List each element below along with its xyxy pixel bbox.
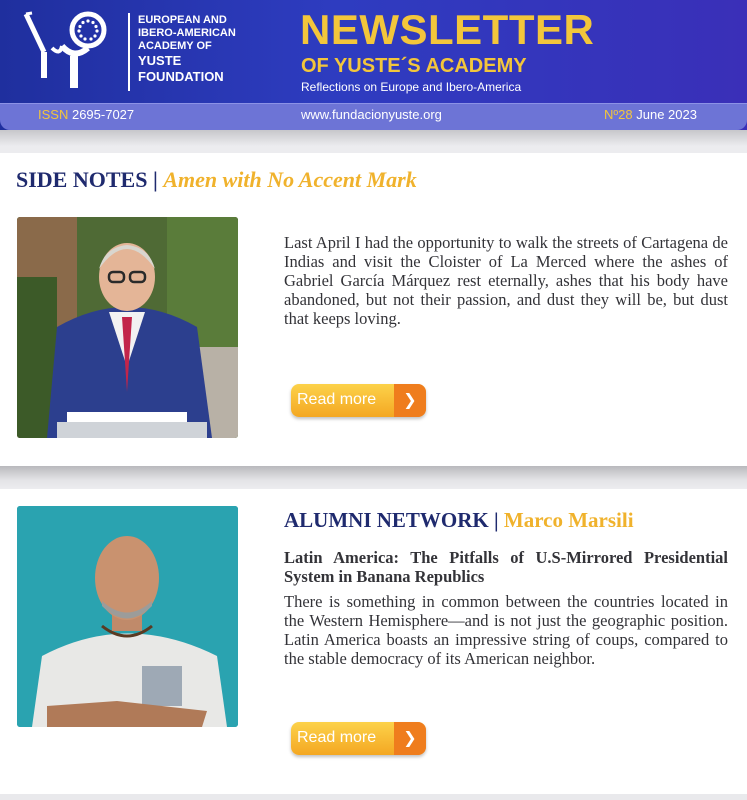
section-title — [284, 507, 634, 533]
academy-line-bold: FOUNDATION — [138, 69, 224, 84]
author-photo — [17, 217, 238, 438]
read-more-button[interactable] — [291, 722, 426, 755]
issn — [38, 107, 134, 123]
issue-date: June 2023 — [636, 107, 697, 122]
author-portrait-image — [17, 217, 238, 438]
section-title — [16, 167, 417, 193]
website-link[interactable]: www.fundacionyuste.org — [301, 107, 442, 122]
section-body-text: There is something in common between the countries located in the Western Hemisphere—and is not just the geographic position. Latin America boasts an impressive string of coups, compared to the stable democracy of its American neighbor. — [284, 592, 728, 668]
section-body-text: Last April I had the opportunity to walk the streets of Cartagena de Indias and visit the Cloister of La Merced where the ashes of Gabriel García Márquez rest eternally, ashes that his body have abandoned, but not their passion, and dust they will be, but dust that keeps loving. — [284, 233, 728, 328]
author-portrait-image — [17, 506, 238, 727]
section-title-sub: Marco Marsili — [503, 508, 634, 532]
chevron-right-icon: ❯ — [394, 722, 426, 755]
section-title-separator: | — [494, 508, 499, 532]
chevron-right-icon: ❯ — [394, 384, 426, 417]
section-title-main: ALUMNI NETWORK — [284, 508, 489, 532]
newsletter-subtitle: OF YUSTE´S ACADEMY — [301, 55, 527, 77]
read-more-label: Read more — [297, 729, 377, 746]
author-photo — [17, 506, 238, 727]
yuste-foundation-logo — [22, 8, 122, 93]
read-more-button[interactable] — [291, 384, 426, 417]
section-divider — [0, 466, 747, 489]
issue-number: Nº28 — [604, 107, 633, 122]
article-headline: Latin America: The Pitfalls of U.S-Mirrored Presidential System in Banana Republics — [284, 548, 728, 586]
academy-line: IBERO-AMERICAN — [138, 27, 236, 39]
newsletter-header — [0, 0, 747, 130]
logo-divider — [128, 13, 130, 91]
section-divider — [0, 130, 747, 153]
issue-info — [604, 107, 697, 123]
issn-number: 2695-7027 — [71, 107, 135, 122]
newsletter-title: NEWSLETTER — [300, 6, 595, 53]
section-title-sub: Amen with No Accent Mark — [163, 167, 417, 192]
newsletter-tagline: Reflections on Europe and Ibero-America — [301, 80, 522, 94]
section-title-separator: | — [152, 167, 158, 192]
academy-name — [138, 14, 288, 85]
academy-line-bold: YUSTE — [138, 53, 182, 68]
section-title-main: SIDE NOTES — [16, 167, 148, 192]
academy-line: EUROPEAN AND — [138, 14, 227, 26]
academy-line: ACADEMY OF — [138, 40, 212, 52]
issn-label: ISSN — [38, 107, 69, 122]
read-more-label: Read more — [297, 391, 377, 408]
